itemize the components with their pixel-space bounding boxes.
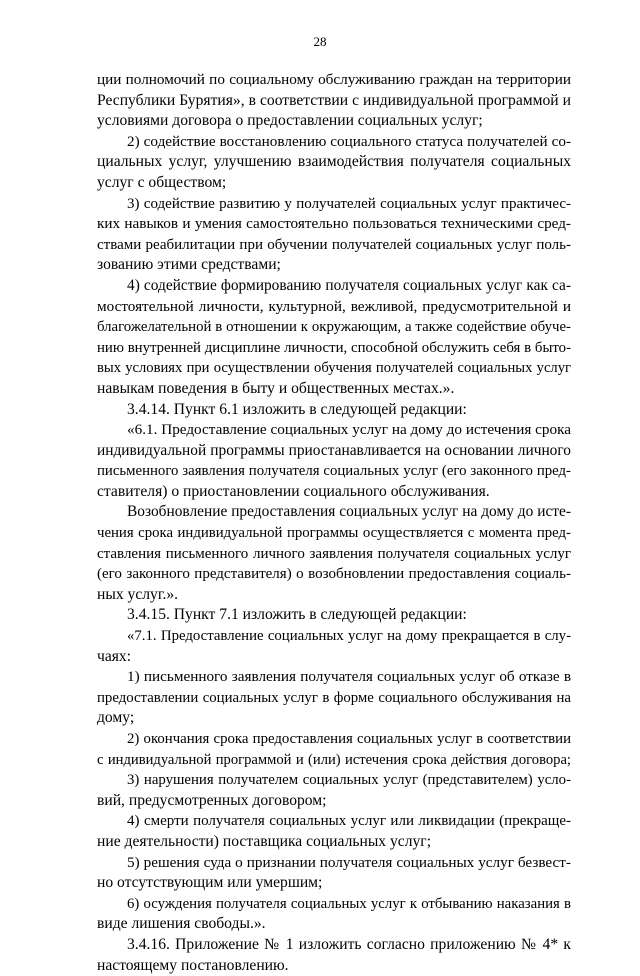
text-line: 3.4.16. Приложение № 1 изложить согласно приложению № 4* к: [127, 935, 571, 953]
text-line: ции полномочий по социальному обслуживанию граждан на территории: [97, 71, 571, 88]
text-line: (его законного представителя) о возобновлении предоставления социаль-: [97, 566, 571, 583]
page-number: 28: [313, 34, 327, 49]
text-line: «7.1. Предоставление социальных услуг на дому прекращается в слу-: [127, 628, 571, 645]
body-text: [97, 70, 571, 976]
text-line: письменного заявления получателя социальных услуг (его законного пред-: [97, 463, 571, 480]
text-line: 4) смерти получателя социальных услуг или ликвидации (прекраще-: [127, 813, 571, 830]
text-line: ние деятельности) поставщика социальных услуг;: [97, 832, 432, 850]
text-line: благожелательной в отношении к окружающим, а также содействие обуче-: [97, 319, 571, 336]
text-line: условиями договора о предоставлении социальных услуг;: [97, 112, 483, 130]
text-line: предоставлении социальных услуг в форме социального обслуживания на: [97, 689, 571, 706]
text-line: Республики Бурятия», в соответствии с индивидуальной программой и: [97, 91, 571, 109]
text-line: ствами реабилитации при обучении получателей социальных услуг поль-: [97, 236, 571, 253]
text-line: чаях:: [97, 647, 132, 665]
text-line: чения срока индивидуальной программы осуществляется с момента пред-: [97, 525, 571, 542]
text-line: ких навыков и умения самостоятельно пользоваться техническими сред-: [97, 215, 571, 233]
text-line: индивидуальной программы приостанавливается на основании личного: [97, 441, 571, 459]
text-line: 2) окончания срока предоставления социальных услуг в соответствии: [127, 731, 571, 747]
text-line: Возобновление предоставления социальных услуг на дому до исте-: [127, 503, 571, 521]
text-line: навыкам поведения в быту и общественных местах.».: [97, 379, 455, 397]
text-line: 3.4.14. Пункт 6.1 изложить в следующей редакции:: [127, 400, 467, 418]
text-line: 6) осуждения получателя социальных услуг к отбыванию наказания в: [127, 895, 571, 912]
text-line: ставления письменного личного заявления получателя социальных услуг: [97, 545, 571, 562]
text-line: настоящему постановлению.: [97, 956, 289, 974]
text-line: циальных услуг, улучшению взаимодействия получателя социальных: [97, 153, 571, 171]
text-line: 2) содействие восстановлению социального статуса получателей со-: [127, 132, 571, 150]
text-line: с индивидуальной программой и (или) истечения срока действия договора;: [97, 751, 571, 768]
text-line: 4) содействие формированию получателя социальных услуг как са-: [127, 276, 571, 294]
text-line: «6.1. Предоставление социальных услуг на дому до истечения срока: [127, 421, 571, 439]
text-line: зованию этими средствами;: [97, 256, 281, 274]
text-line: 1) письменного заявления получателя социальных услуг об отказе в: [127, 668, 571, 686]
text-line: нию внутренней дисциплине личности, способной обслужить себя в быто-: [97, 339, 571, 356]
text-line: ных услуг.».: [97, 585, 179, 603]
text-line: 3.4.15. Пункт 7.1 изложить в следующей редакции:: [127, 606, 467, 624]
text-line: вых условиях при осуществлении обучения получателей социальных услуг: [97, 360, 571, 377]
text-line: 3) содействие развитию у получателей социальных услуг практичес-: [127, 195, 571, 212]
text-line: виде лишения свободы.».: [97, 915, 266, 933]
text-line: мостоятельной личности, культурной, вежливой, предусмотрительной и: [97, 297, 571, 315]
text-line: вий, предусмотренных договором;: [97, 791, 327, 809]
text-line: дому;: [97, 709, 135, 727]
text-line: ставителя) о приостановлении социального обслуживания.: [97, 482, 490, 500]
text-line: услуг с обществом;: [97, 173, 227, 191]
text-line: но отсутствующим или умершим;: [97, 874, 323, 892]
text-line: 5) решения суда о признании получателя социальных услуг безвест-: [127, 853, 571, 871]
text-line: 3) нарушения получателем социальных услуг (представителем) усло-: [127, 772, 571, 789]
